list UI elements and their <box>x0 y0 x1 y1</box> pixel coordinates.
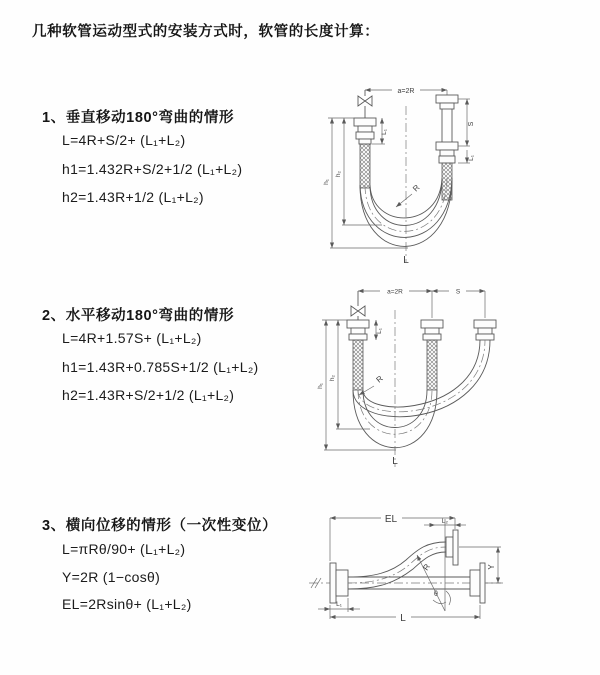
dim-l1-label: L₁ <box>376 328 383 334</box>
dim-l1-right-label: L₁ <box>468 155 475 161</box>
dim-l2-label: L₂ <box>441 518 449 525</box>
middle-pipe-fitting <box>421 320 443 340</box>
right-flange-original <box>470 563 485 603</box>
dim-l1-right <box>458 150 475 163</box>
radius-label: R <box>421 562 432 573</box>
dim-l1-label: L₁ <box>381 129 388 135</box>
dim-el <box>330 514 455 561</box>
section-3-heading: 3、横向位移的情形（一次性变位） <box>42 518 278 534</box>
dim-a2r <box>358 289 432 296</box>
dim-a2r-label: a=2R <box>397 88 415 95</box>
dim-h2-label: h₂ <box>335 170 342 178</box>
left-hose-braid <box>360 144 370 188</box>
dim-s <box>458 99 475 146</box>
section-1-formula-L: L=4R+S/2+ (L₁+L₂) <box>62 132 186 148</box>
page-title: 几种软管运动型式的安装方式时，软管的长度计算： <box>32 24 380 40</box>
radius-leader <box>396 183 422 207</box>
left-pipe-fitting <box>354 118 376 144</box>
dim-el-label: EL <box>384 514 398 525</box>
section-1-formula-h1: h1=1.432R+S/2+1/2 (L₁+L₂) <box>62 161 243 177</box>
section-2-heading: 2、水平移动180°弯曲的情形 <box>42 308 235 324</box>
dim-l-label: L <box>392 456 398 467</box>
dim-l <box>330 605 480 624</box>
section-1-heading: 1、垂直移动180°弯曲的情形 <box>42 110 235 126</box>
dim-h1-label: h₁ <box>317 383 324 389</box>
section-3-formula-EL: EL=2Rsinθ+ (L₁+L₂) <box>62 596 192 612</box>
dim-l1-label: L₁ <box>336 601 342 608</box>
right-flange-displaced <box>446 530 458 565</box>
valve-icon <box>351 291 365 320</box>
dim-a2r-label: a=2R <box>387 288 403 296</box>
right-pipe-fitting-lower <box>436 142 458 163</box>
dim-l-label: L <box>403 255 409 266</box>
left-flange <box>330 563 348 603</box>
dim-s <box>432 289 485 319</box>
right-pipe-fitting <box>474 320 496 340</box>
section-3-formula-L: L=πRθ/90+ (L₁+L₂) <box>62 541 186 557</box>
section-2-formula-h1: h1=1.43R+0.785S+1/2 (L₁+L₂) <box>62 359 259 375</box>
dim-s-label: S <box>468 121 475 127</box>
radius-label: R <box>411 182 422 194</box>
section-3-formula-Y: Y=2R (1−cosθ) <box>62 569 161 585</box>
dim-l1 <box>318 598 360 612</box>
angle-theta-label: θ <box>434 591 438 598</box>
dim-a2r <box>365 88 447 96</box>
section-1-formula-h2: h2=1.43R+1/2 (L₁+L₂) <box>62 189 204 205</box>
right-pipe-fitting-upper <box>436 95 458 142</box>
section-2-formula-L: L=4R+1.57S+ (L₁+L₂) <box>62 330 202 346</box>
diagram-3-lateral-displacement <box>303 505 518 627</box>
dim-h2-label: h₂ <box>329 374 336 382</box>
u-bend-hose-moved <box>353 340 490 417</box>
left-hose-braid <box>353 340 363 390</box>
dim-l-label: L <box>400 613 406 624</box>
diagram-2-horizontal-180-bend <box>308 282 560 477</box>
middle-hose-braid <box>427 340 437 390</box>
dim-s-label: S <box>455 288 461 296</box>
valve-icon <box>358 90 372 118</box>
radius-label: R <box>374 373 385 385</box>
dim-y-label: Y <box>487 564 496 570</box>
left-pipe-fitting <box>347 320 369 340</box>
dim-h1-label: h₁ <box>323 179 330 185</box>
angle-construction <box>417 519 450 611</box>
dim-l1 <box>376 320 383 340</box>
diagram-1-vertical-180-bend <box>312 70 552 270</box>
section-2-formula-h2: h2=1.43R+S/2+1/2 (L₁+L₂) <box>62 387 235 403</box>
s-curve-hose <box>348 542 446 589</box>
